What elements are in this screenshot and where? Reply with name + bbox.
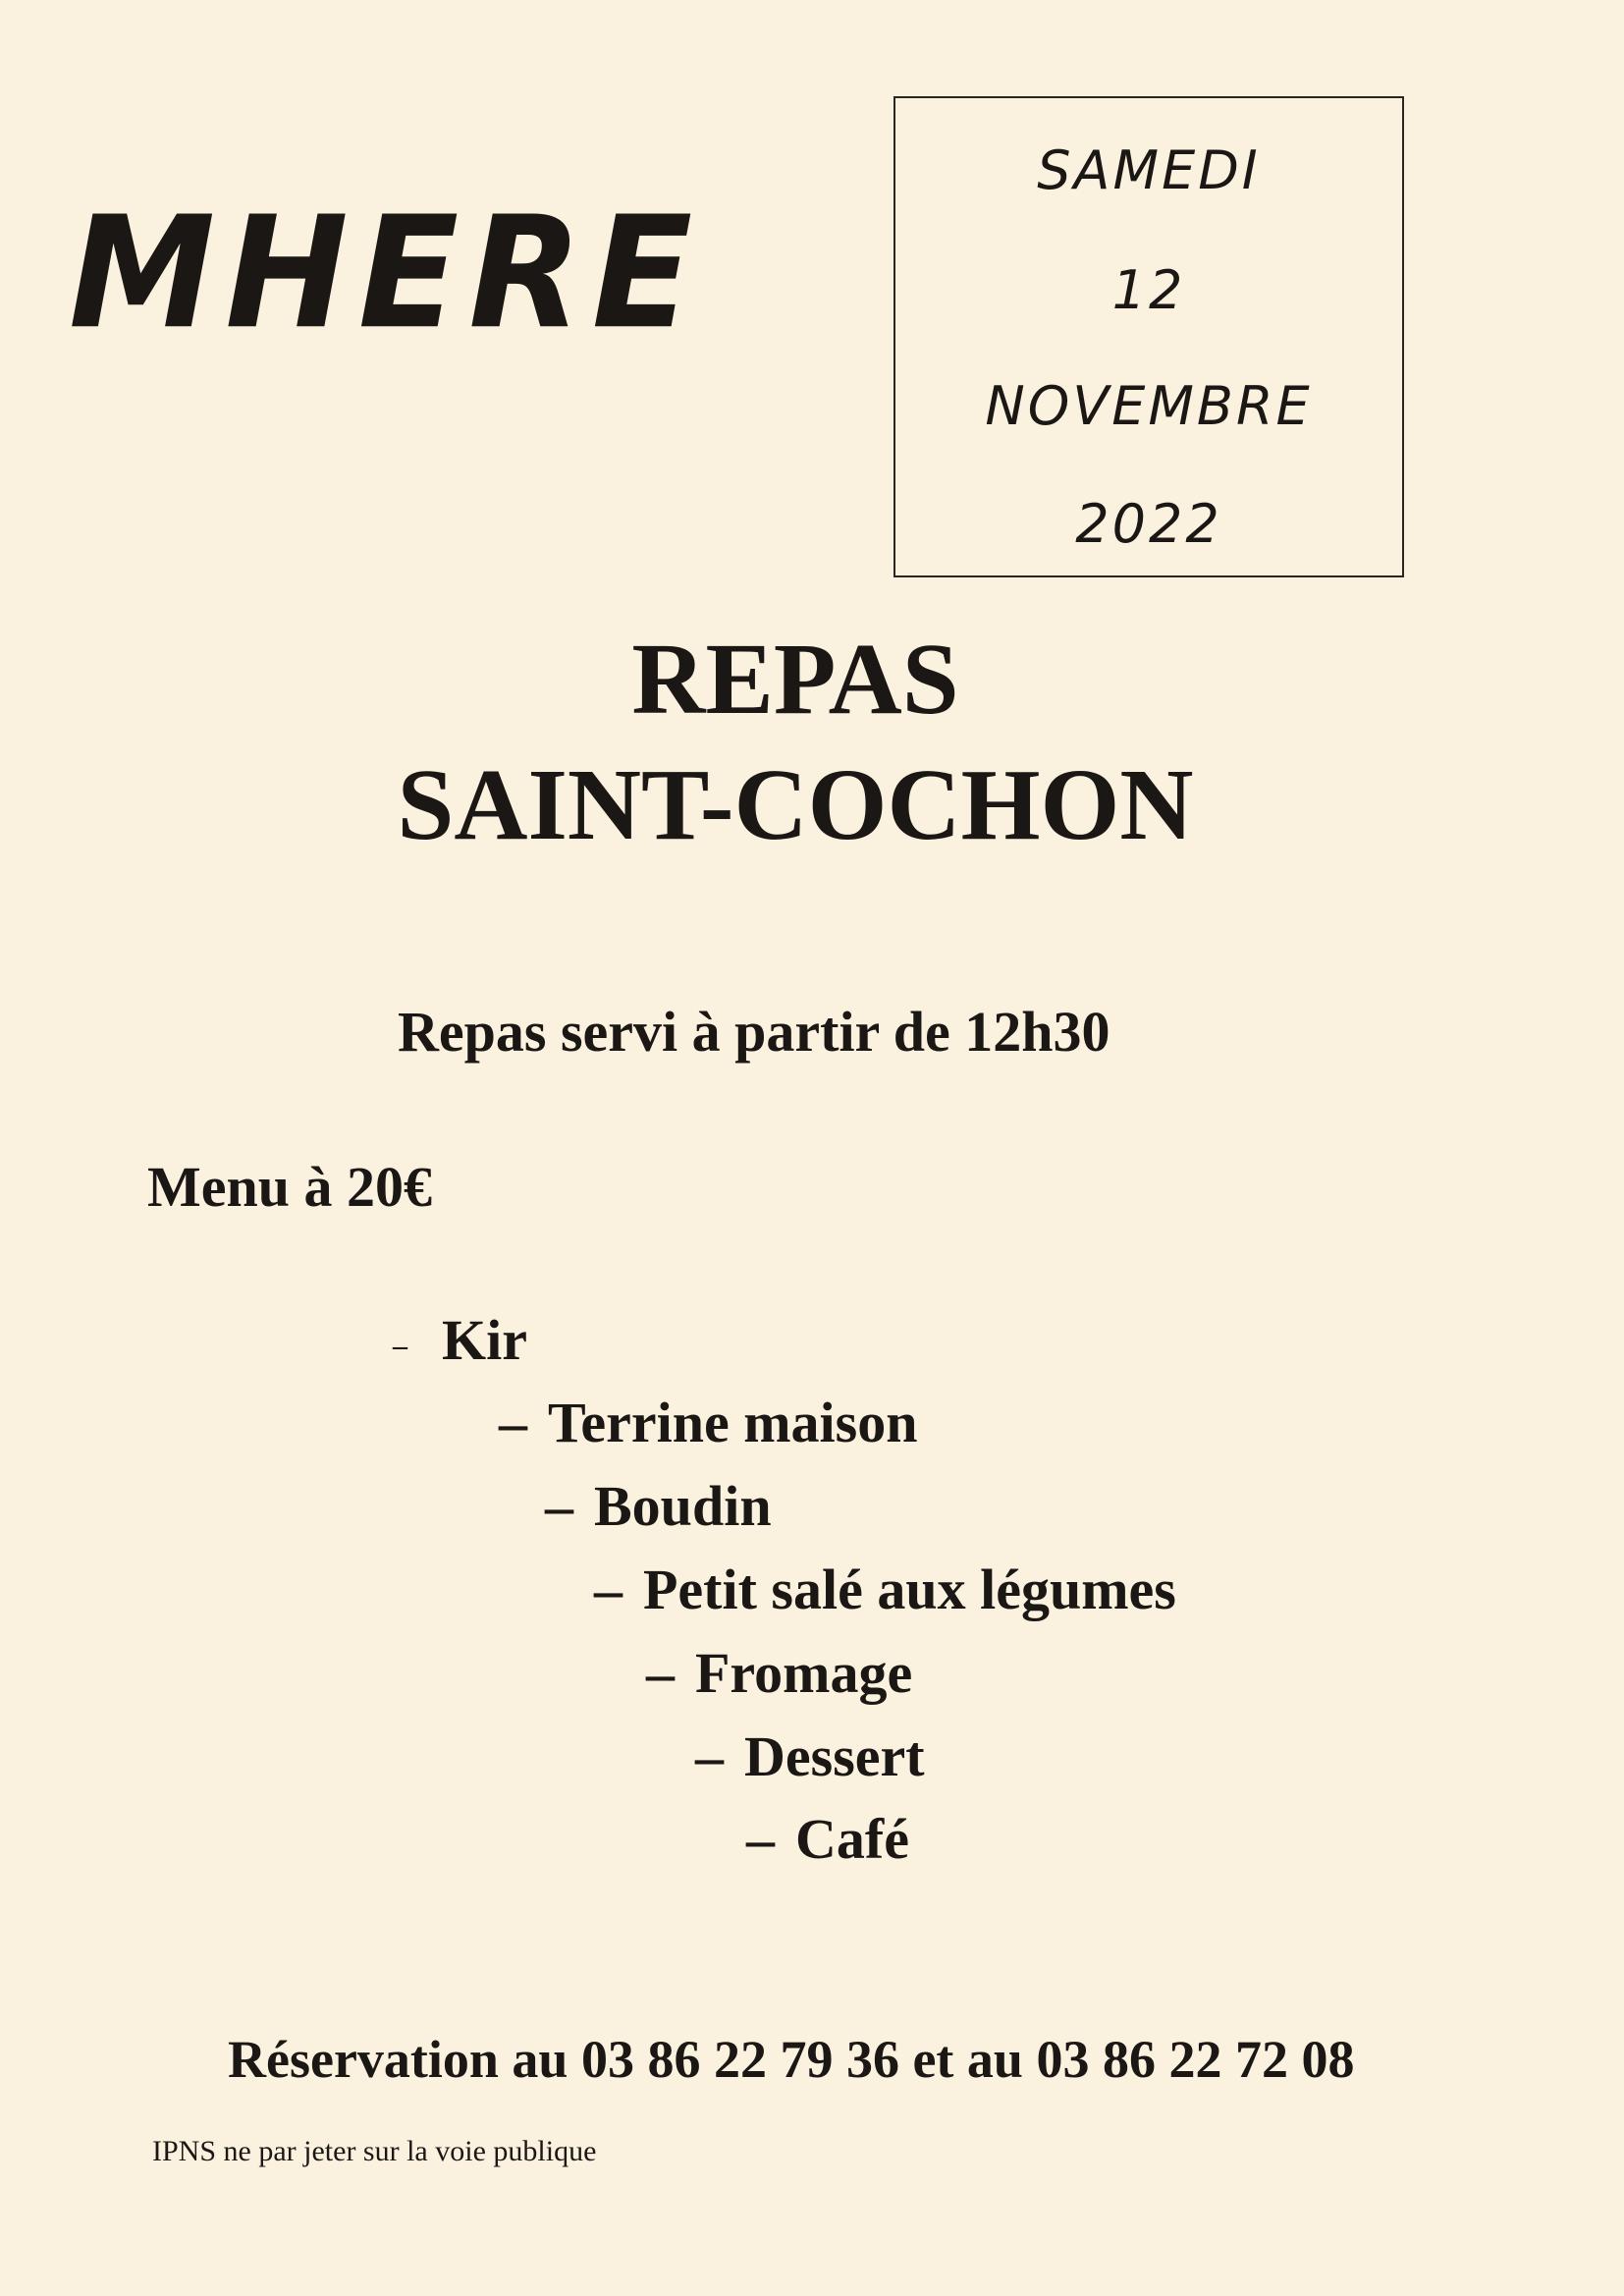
reservation-info: Réservation au 03 86 22 79 36 et au 03 86 22 72 08: [228, 2030, 1355, 2089]
menu-item: [499, 1391, 918, 1454]
bullet-dash: –: [545, 1474, 573, 1538]
menu-item-label: Café: [795, 1807, 909, 1871]
bullet-dash: –: [746, 1807, 775, 1871]
service-time: Repas servi à partir de 12h30: [398, 1000, 1110, 1064]
menu-item-label: Kir: [442, 1308, 527, 1372]
date-day-number: 12: [1111, 259, 1186, 321]
menu-item: [594, 1558, 1176, 1621]
menu-item: [746, 1807, 909, 1871]
event-title-line-2: SAINT-COCHON: [397, 748, 1194, 861]
bullet-dash: –: [499, 1391, 527, 1454]
menu-item: [695, 1724, 925, 1788]
menu-item: [393, 1308, 527, 1372]
town-name: MHERE: [69, 184, 703, 364]
menu-item-label: Fromage: [695, 1641, 913, 1705]
date-year: 2022: [1075, 493, 1222, 555]
bullet-dash: –: [594, 1558, 623, 1621]
menu-item: [545, 1474, 772, 1538]
menu-item-label: Boudin: [594, 1474, 772, 1538]
date-weekday: SAMEDI: [1037, 139, 1261, 201]
menu-item: [646, 1641, 913, 1705]
bullet-dash: –: [646, 1641, 675, 1705]
menu-item-label: Terrine maison: [548, 1391, 918, 1454]
menu-item-label: Petit salé aux légumes: [643, 1558, 1176, 1621]
menu-item-label: Dessert: [744, 1724, 925, 1788]
menu-price: Menu à 20€: [147, 1155, 432, 1219]
date-month: NOVEMBRE: [985, 375, 1313, 437]
event-title-line-1: REPAS: [631, 623, 959, 736]
event-date-box: [893, 96, 1404, 577]
bullet-dash: –: [393, 1329, 407, 1362]
footnote: IPNS ne par jeter sur la voie publique: [152, 2135, 597, 2167]
bullet-dash: –: [695, 1724, 724, 1788]
